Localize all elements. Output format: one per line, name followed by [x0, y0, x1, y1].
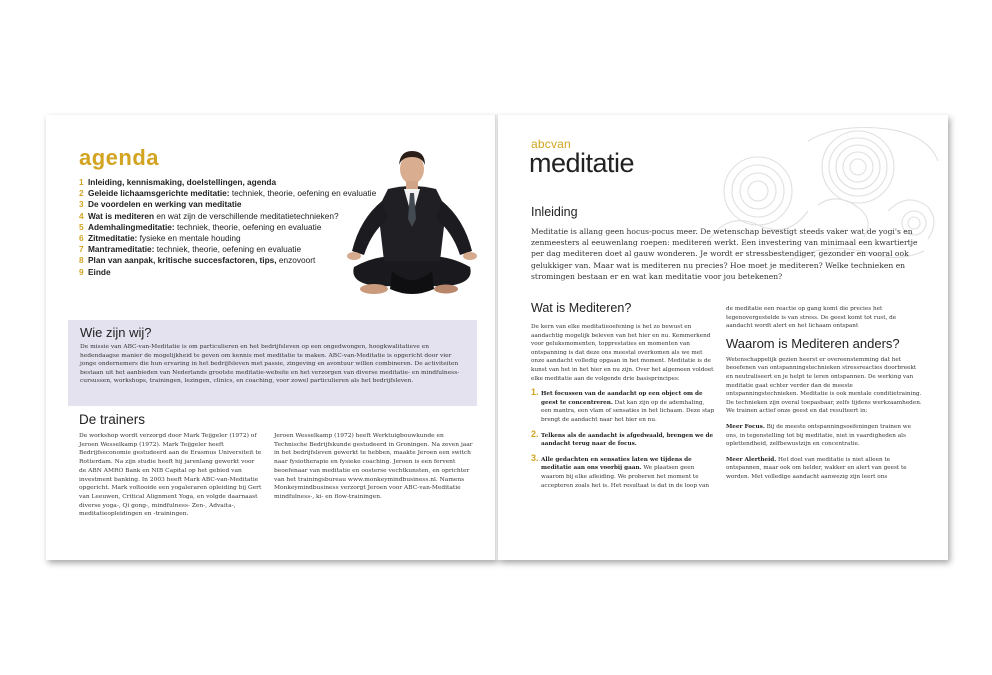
brand-logo-large: meditatie: [529, 148, 635, 178]
about-us-text: De missie van ABC-van-Meditatie is om particulieren en het bedrijfsleven op een ongedwongen, hoogkwalitatieve en hedendaagse manier de mogelijkheid te geven om kennis met meditatie te maken. ABC-van-Meditatie is opgericht door vier jonge ondernemers die hun ervaring in het bedrijfsleven met passie, zingeving en avontuur willen combineren. De activiteiten bestaan uit het aanbieden van Nederlands grootste meditatie-website en het verzorgen van diverse meditatie- en mindfulness-cursussen, workshops, trainingen, lezingen, clinics, en coaching, voor zowel particulieren als het bedrijfsleven.: [80, 344, 460, 385]
why-different-text: Wetenschappelijk gezien heerst er overeenstemming dat het beoefenen van ontspanningstechnieken stressreacties doorbreekt en neutraliseert en je helpt te leren ontspannen. De werking van meditatie gaat echter verder dan de meeste ontspanningstechnieken. Meditatie is ook mentale conditietraining. De technieken zijn overal toepasbaar, zelfs tijdens werkzaamheden. We trainen actief onze geest en dat resulteert in:: [726, 356, 922, 415]
what-is-meditating-title: Wat is Mediteren?: [531, 301, 632, 315]
about-us-title: Wie zijn wij?: [80, 325, 152, 340]
principle-2: 2. Telkens als de aandacht is afgedwaald, brengen we de aandacht terug naar de focus.: [531, 428, 714, 448]
intro-title: Inleiding: [531, 205, 578, 219]
brochure-spread: [46, 115, 948, 560]
agenda-item: 4 Wat is mediteren en wat zijn de verschillende meditatietechnieken?: [79, 210, 339, 221]
agenda-list: [79, 177, 379, 278]
agenda-item: 1 Inleiding, kennismaking, doelstellingen, agenda: [79, 177, 277, 187]
trainers-column-1: De workshop wordt verzorgd door Mark Teijgeler (1972) of Jeroen Wesselkamp (1972). Mark Teijgeler heeft Bedrijfseconomie gestudeerd aan de Erasmus Universiteit te Rotterdam. Na zijn studie heeft hij jarenlang gewerkt voor de ABN AMRO Bank en NIB Capital op het gebied van investment banking. In 2003 heeft Mark ABC-van-Meditatie opgericht. Mark voltooide een yogaleraren opleiding bij Gert van Leeuwen, Critical Alignment Yoga, en volgde daarnaast diverse yoga-, Qi gong-, mindfulness- Zen-, Advaita-, meditatieopleidingen en -trainingen.: [79, 433, 262, 518]
more-alertness-paragraph: Meer Alertheid. Het doel van meditatie is niet alleen te ontspannen, maar ook om helder, wakker en alert van geest te worden. Met volledige aandacht aanwezig zijn leert ons: [726, 456, 907, 480]
agenda-item: 3 De voordelen en werking van meditatie: [79, 199, 242, 210]
meditating-man-photo: [342, 139, 482, 309]
more-focus-paragraph: Meer Focus. Bij de meeste ontspanningsoefeningen trainen we ons, in tegenstelling tot bij meditatie, niet in vaardigheden als oplettendheid, zelfbewustzijn en concentratie.: [726, 423, 912, 448]
agenda-item: 8 Plan van aanpak, kritische succesfactoren, tips, enzovoort: [79, 255, 316, 266]
trainers-column-2: Jeroen Wesselkamp (1972) heeft Werktuigbouwkunde en Technische Bedrijfskunde gestudeerd in Groningen. Na zeven jaar in het bedrijfsleven gewerkt te hebben, maakte Jeroen een switch naar fysiotherapie en fysieke coaching. Jeroen is een fervent beoefenaar van meditatie en oosterse vechtkunsten, en oprichter van het trainingsbureau www.monkeymindbusiness.nl. Namens Monkeymindbusiness verzorgt Jeroen voor ABC-van-Meditatie mindfulness-, ki- en flow-trainingen.: [274, 433, 473, 500]
intro-text: Meditatie is allang geen hocus-pocus meer. De wetenschap bevestigt steeds vaker wat de yogi's en zenmeesters al eeuwenlang roepen: mediteren werkt. Een investering van minimaal een kwartiertje per dag mediteren doet al gauw wonderen. Je wordt er stressbestendiger, gezonder en vooral ook gelukkiger van. Maar wat is mediteren nu precies? Hoe moet je mediteren? Welke technieken en stromingen bestaan er en wat kan meditatie voor jou betekenen?: [531, 227, 918, 281]
trainers-title: De trainers: [79, 412, 146, 427]
right-page: [498, 115, 948, 560]
why-different-title: Waarom is Mediteren anders?: [726, 335, 900, 351]
brand-logo-small: abcvan: [531, 137, 571, 151]
body-column-1: [531, 323, 716, 490]
what-is-intro: De kern van elke meditatieoefening is het zo bewust en aandachtig mogelijk beleven van het hier en nu. Kemmerkend voor geluksmomenten, topprestaties en momenten van ontspanning is dat deze ons meestal overkomen als we met onze aandacht volledig opgaan in het moment. Meditatie is de kunst van het in het hier en nu zijn. Over het algemeen voldoet elke meditatie aan de volgende drie basisprincipes:: [531, 324, 714, 382]
column-2-continuation: de meditatie een reactie op gang komt die precies het tegenovergestelde is van stress. De geest komt tot rust, de aandacht wordt alert en het lichaam ontspant: [726, 306, 897, 330]
principle-3: 3. Alle gedachten en sensaties laten we tijdens de meditatie aan ons voorbij gaan. We plaatsen geen waarom bij elke afleiding. We proberen het moment te accepteren zoals het is. Het resultaat is dat in de loop van: [531, 452, 710, 489]
agenda-item: 6 Zitmeditatie: fysieke en mentale houding: [79, 233, 241, 244]
principle-1: 1. Het focussen van de aandacht op een object om de geest te concentreren. Dat kan zijn op de ademhaling, een mantra, een vlam of sensaties in het lichaam. Deze stap brengt de aandacht naar het hier en nu.: [531, 387, 715, 423]
agenda-item: 2 Geleide lichaamsgerichte meditatie: techniek, theorie, oefening en evaluatie: [79, 188, 377, 199]
agenda-title: agenda: [79, 145, 160, 170]
agenda-item: 5 Ademhalingmeditatie: techniek, theorie, oefening en evaluatie: [79, 221, 322, 232]
agenda-item: 9 Einde: [79, 266, 111, 277]
left-page: [46, 115, 496, 560]
about-us-box: [68, 320, 477, 406]
body-column-2: [726, 305, 922, 482]
agenda-item: 7 Mantrameditatie: techniek, theorie, oefening en evaluatie: [79, 244, 302, 255]
